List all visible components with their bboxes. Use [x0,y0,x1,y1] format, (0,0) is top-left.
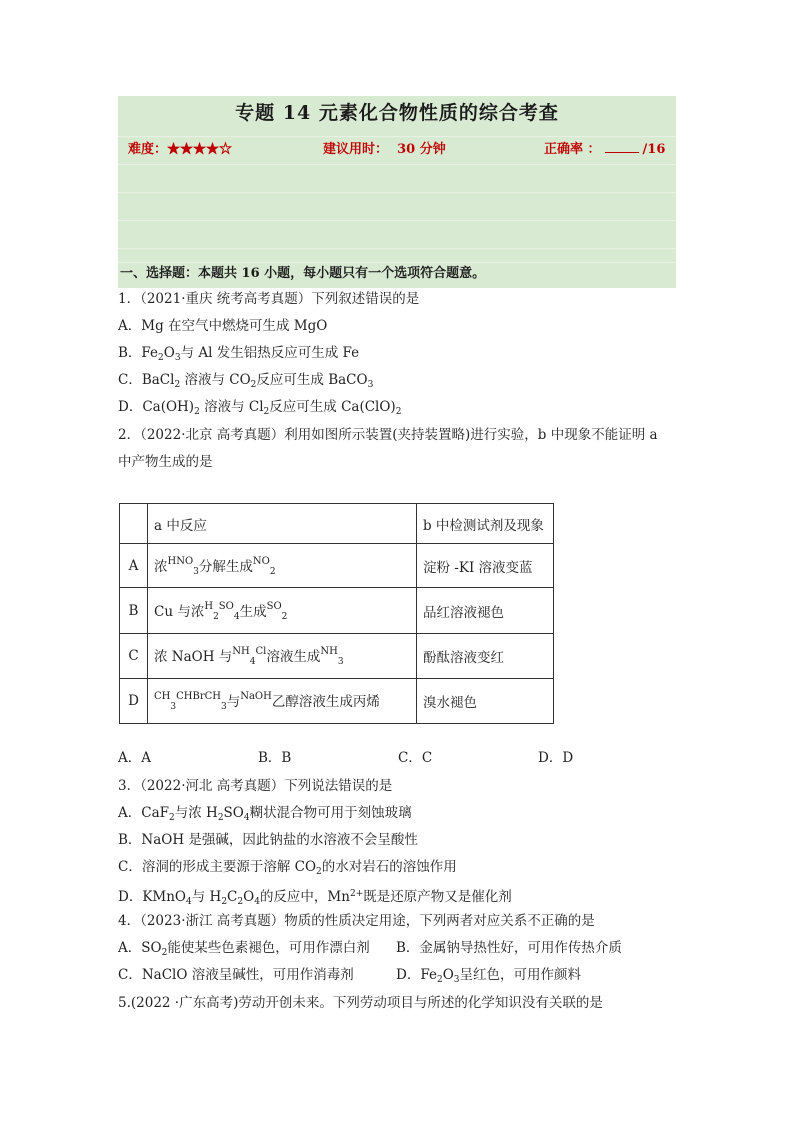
table-row: B Cu 与浓$^H_2^{SO}_4$生成$^{SO}_2$ 品红溶液褪色 [120,588,554,634]
q2-stem-line2: 中产物生成的是 [118,454,213,470]
q3-option-b[interactable]: B．NaOH 是强碱，因此钠盐的水溶液不会呈酸性 [118,832,418,848]
q3-option-d[interactable]: D．KMnO$_4$与 $H_2C_2O_4$的反应中，$Mn^{2+}$既是还原产物又是催化剂 [118,889,512,907]
col-test-header: b 中检测试剂及现象 [417,504,554,544]
q1-option-d[interactable]: D．$Ca(OH)_2$ 溶液与 $Cl_2$反应可生成 $Ca(ClO)_2$ [118,399,402,417]
accuracy-blank[interactable] [605,142,639,153]
page-title: 专题 14 元素化合物性质的综合考查 [235,102,559,124]
header-box [118,96,676,288]
table-header-row [120,504,554,544]
q2-choice-d[interactable]: D．D [538,750,574,766]
accuracy: 正确率 ： /16 [544,142,666,157]
q1-stem: 1．（2021·重庆 统考高考真题）下列叙述错误的是 [118,291,420,307]
q4-option-d[interactable]: D．$Fe_2O_3$呈红色，可用作颜料 [396,967,581,985]
q2-choice-c[interactable]: C．C [398,750,433,766]
q4-option-a[interactable]: A．$SO_2$能使某些色素褪色，可用作漂白剂 [118,940,370,958]
table-row: D $^{CH}_3^{CHBrCH}_3$与$^{NaOH}$乙醇溶液生成丙烯 溴水褪色 [120,679,554,724]
q3-stem: 3．（2022·河北 高考真题）下列说法错误的是 [118,778,393,794]
q2-table [119,503,554,724]
q3-option-a[interactable]: A．CaF$_2$与浓 $H_2SO_4$糊状混合物可用于刻蚀玻璃 [118,805,412,823]
q2-choice-a[interactable]: A．A [118,750,151,766]
difficulty-stars: ★★★★☆ [167,142,233,157]
col-reaction-header: a 中反应 [148,504,417,544]
q2-stem-line1: 2．（2022·北京 高考真题）利用如图所示装置(夹持装置略)进行实验，b 中现象不能证明 a [118,427,658,443]
q2-choices [118,748,678,768]
q3-option-c[interactable]: C．溶洞的形成主要源于溶解 $CO_2$的水对岩石的溶蚀作用 [118,859,457,877]
table-row: C 浓 NaOH 与$^{NH}_4^{Cl}$溶液生成$^{NH}_3$ 酚酞溶液变红 [120,634,554,679]
q1-option-a[interactable]: A．Mg 在空气中燃烧可生成 MgO [118,318,328,334]
q4-stem: 4．（2023·浙江 高考真题）物质的性质决定用途，下列两者对应关系不正确的是 [118,913,595,929]
difficulty: 难度：★★★★☆ [128,142,233,157]
q5-stem: 5.(2022 ·广东高考)劳动开创未来。下列劳动项目与所述的化学知识没有关联的是 [118,995,603,1011]
q4-option-c[interactable]: C．NaClO 溶液呈碱性，可用作消毒剂 [118,967,354,983]
suggested-time: 建议用时： 30 分钟 [323,142,446,157]
section-heading: 一、选择题：本题共 16 小题，每小题只有一个选项符合题意。 [120,266,486,281]
q4-option-b[interactable]: B．金属钠导热性好，可用作传热介质 [396,940,622,956]
q2-choice-b[interactable]: B．B [258,750,292,766]
table-row: A 浓$^{HNO}_3$分解生成$^{NO}_2$ 淀粉 -KI 溶液变蓝 [120,544,554,588]
q1-option-b[interactable]: B．$Fe_2O_3$与 Al 发生铝热反应可生成 Fe [118,345,360,363]
q1-option-c[interactable]: C．BaCl$_2$ 溶液与 $CO_2$反应可生成 BaCO$_3$ [118,372,374,390]
